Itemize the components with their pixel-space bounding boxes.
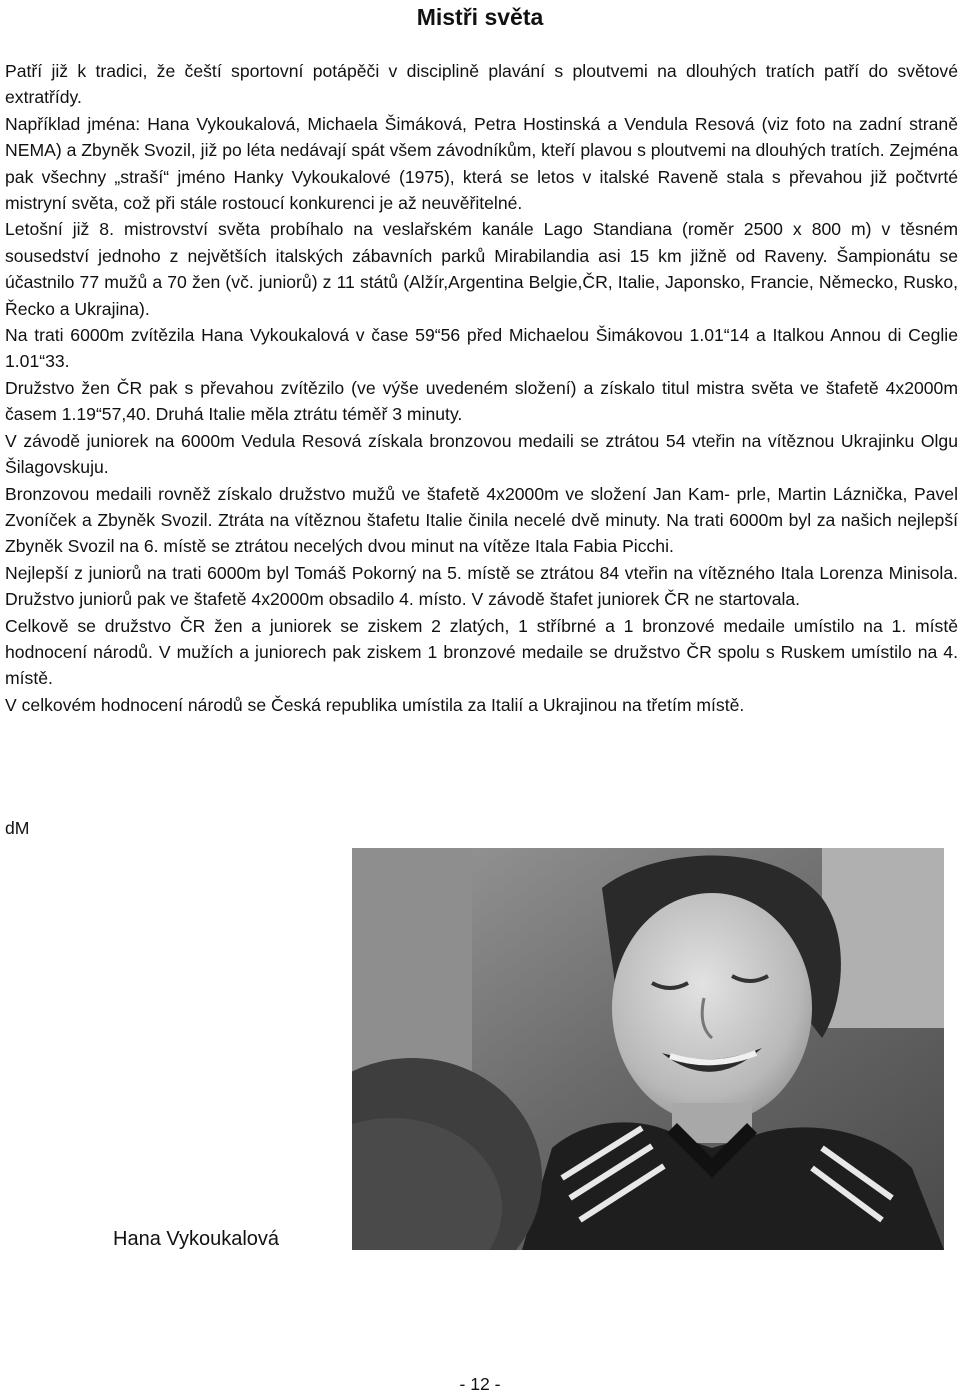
- article-paragraph: Letošní již 8. mistrovství světa probíhalo na veslařském kanále Lago Standiana (roměr 2500 x 800 m) v těsném sousedství jednoho z největších italských zábavních parků Mirabilandia asi 15 km jižně od Raveny. Šampionátu se účastnilo 77 mužů a 70 žen (vč. juniorů) z 11 států (Alžír,Argentina Belgie,ČR, Italie, Japonsko, Francie, Německo, Rusko, Řecko a Ukrajina).: [5, 219, 958, 319]
- article-paragraph: Například jména: Hana Vykoukalová, Michaela Šimáková, Petra Hostinská a Vendula Resová (viz foto na zadní straně NEMA) a Zbyněk Svozil, již po léta nedávají spát všem závodníkům, kteří plavou s ploutvemi na dlouhých tratích. Zejména pak všechny „straší“ jméno Hanky Vykoukalové (1975), která se letos v italské Raveně stala s převahou již počtvrté mistryní světa, což při stále rostoucí konkurenci je až neuvěřitelné.: [5, 113, 958, 214]
- author-signature: dM: [5, 818, 30, 838]
- page-number: - 12 -: [459, 1374, 501, 1394]
- article-paragraph: Na trati 6000m zvítězila Hana Vykoukalová v čase 59“56 před Michaelou Šimákovou 1.01“14 a Italkou Annou di Ceglie 1.01“33.: [5, 325, 958, 372]
- article-paragraph: Bronzovou medaili rovněž získalo družstvo mužů ve štafetě 4x2000m ve složení Jan Kam- prle, Martin Láznička, Pavel Zvoníček a Zbyněk Svozil. Ztráta na vítěznou štafetu Italie činila necelé dvě minuty. Na trati 6000m byl za našich nejlepší Zbyněk Svozil na 6. místě se ztrátou necelých dvou minut na vítěze Itala Fabia Picchi.: [5, 483, 958, 557]
- article-paragraph: Patří již k tradici, že čeští sportovní potápěči v disciplině plavání s ploutvemi na dlouhých tratích patří do světové extratřídy.: [5, 61, 958, 108]
- article-paragraph: V celkovém hodnocení národů se Česká republika umístila za Italií a Ukrajinou na třetím místě.: [5, 694, 745, 715]
- athlete-photo: [352, 848, 944, 1250]
- article-paragraph: Celkově se družstvo ČR žen a juniorek se ziskem 2 zlatých, 1 stříbrné a 1 bronzové medaile umístilo na 1. místě hodnocení národů. V mužích a juniorech pak ziskem 1 bronzové medaile se družstvo ČR spolu s Ruskem umístilo na 4. místě.: [5, 615, 958, 689]
- article-paragraph: Družstvo žen ČR pak s převahou zvítězilo (ve výše uvedeném složení) a získalo titul mistra světa ve štafetě 4x2000m časem 1.19“57,40. Druhá Italie měla ztrátu téměř 3 minuty.: [5, 377, 958, 425]
- photo-caption: Hana Vykoukalová: [113, 1228, 280, 1250]
- article-paragraph: V závodě juniorek na 6000m Vedula Resová získala bronzovou medaili se ztrátou 54 vteřin na vítěznou Ukrajinku Olgu Šilagovskuju.: [5, 430, 958, 478]
- page-title: Mistři světa: [416, 4, 544, 30]
- article-paragraph: Nejlepší z juniorů na trati 6000m byl Tomáš Pokorný na 5. místě se ztrátou 84 vteřin na vítězného Itala Lorenza Minisola. Družstvo juniorů pak ve štafetě 4x2000m obsadilo 4. místo. V závodě štafet juniorek ČR ne startovala.: [5, 562, 958, 610]
- athlete-photo-illustration: [352, 848, 944, 1250]
- article-body: [5, 58, 958, 718]
